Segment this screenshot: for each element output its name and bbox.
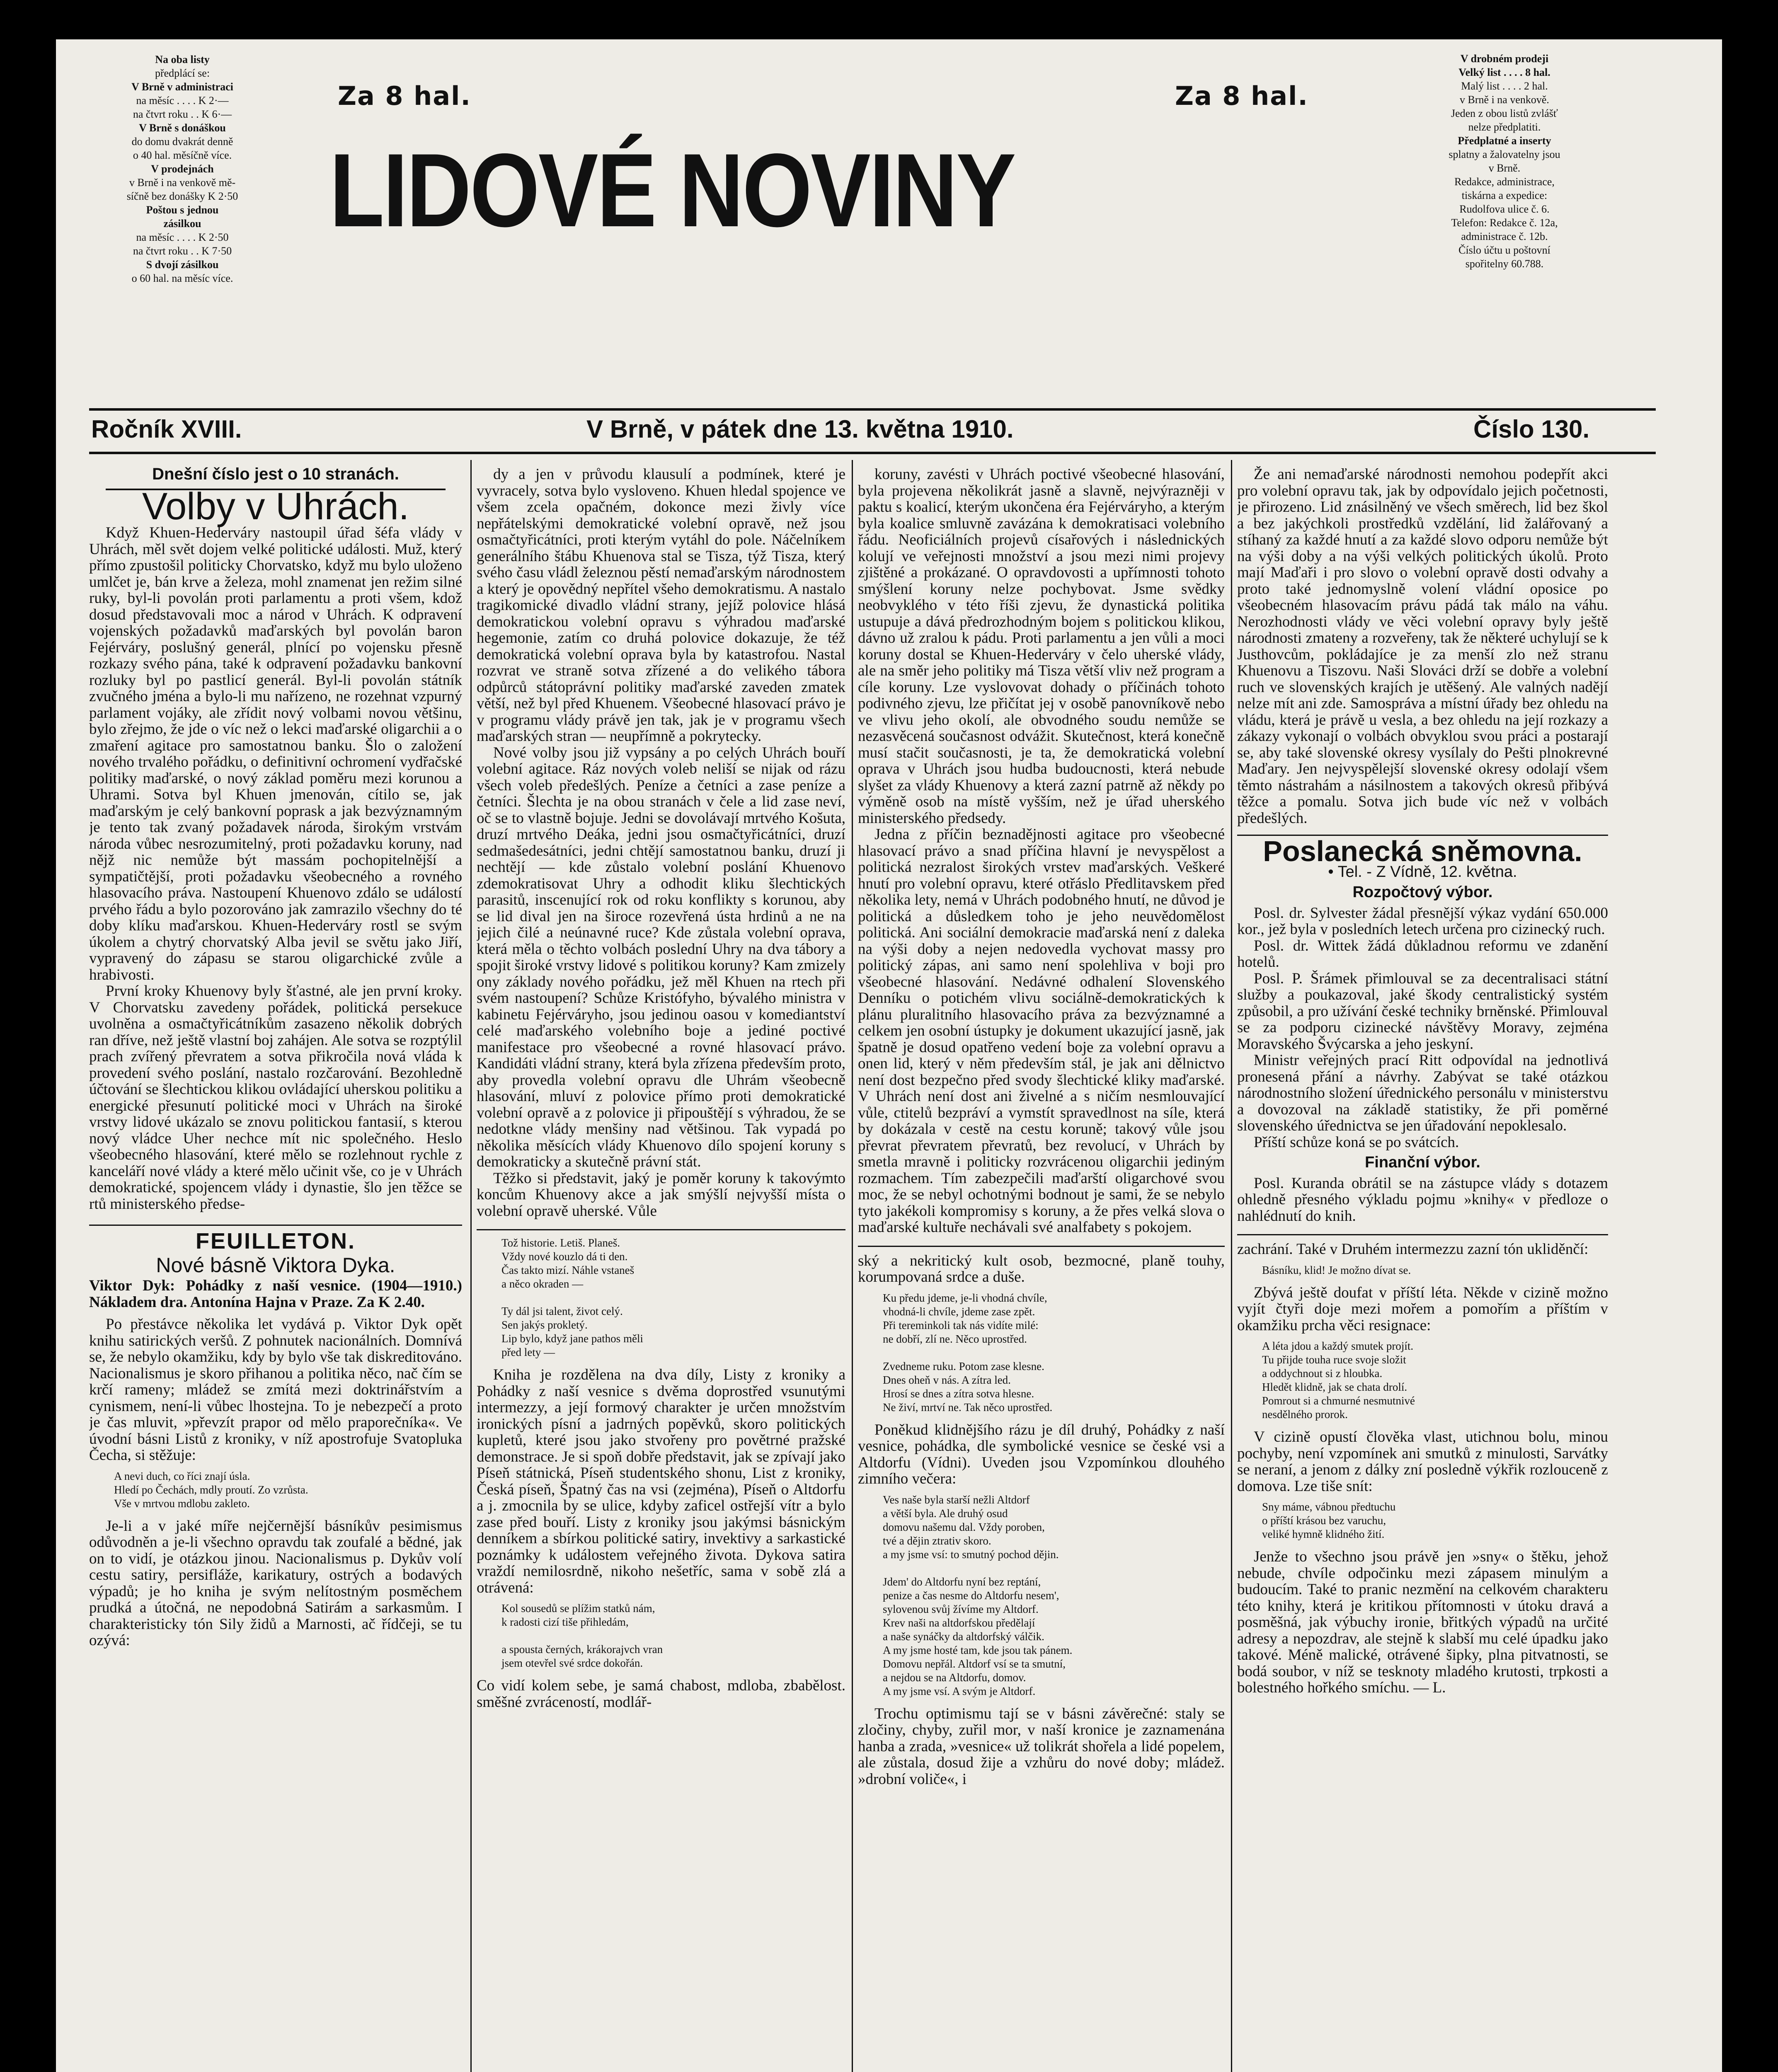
article-paragraph: Když Khuen-Hederváry nastoupil úřad šéfa vlády v Uhrách, měl svět dojem velké politické události. Muž, který přímo zpustošil politicky Chorvatsko, když mu bylo uloženo umlčet je, bán krve a železa, mohl znamenat jen režim silné ruky, byl-li povolán proti parlamentu a proti všem, kdož dosud představovali moc a národ v Uhrách. K odpravení vojenských požadavků maďarských byl povolán baron Fejérváry, poslušný generál, plnící po vojensku přesně rozkazy svého pána, také k odpravení požadavku bankovní rozluky byl po pastlicí generál. Byl-li povolán státník zvučného jména a bylo-li mu nařízeno, ne rozehnat vzpurný parlament vojáky, ale zřídit nový volbami novou většinu, bylo zřejmo, že jde o víc než o lekci maďarské oligarchii a o zmaření agitace pro samostatnou banku. Šlo o založení nového trvalého pořádku, o definitivní ochromení vydřačské politiky maďarské, o nový základ poměru mezi korunou a Uhrami. Sotva byl Khuen jmenován, cítilo se, jak maďarským je celý bankovní poprask a jak bezvýznamným je tento tak zvaný požadavek národa, širokým vrstvám národa vůbec nesrozumitelný, proti požadavku koruny, nad nějž nic nemůže být massám pochopitelnější a sympatičtější, proti požadavku všeobecného a rovného hlasovacího práva. Nastoupení Khuenovo zdálo se událostí prvého řádu a bylo pozorováno jak zamrazilo všechny do té doby klíku maďarskou. Khuen-Hederváry rostl se svým úkolem a chytrý chorvatský Alba jevil se světu jako Jiří, vypravený do zápasu se starou oligarchické zvůle a hrabivosti. (89, 524, 462, 983)
verse-quote (858, 1487, 1225, 1706)
verse-line: Ne živí, mrtví ne. Tak něco uprostřed. (883, 1401, 1053, 1414)
retail-info-line: nelze předplatiti. (1468, 121, 1541, 133)
column-2 (477, 466, 845, 2072)
verse-line: Lip bylo, když jane pathos měli (501, 1332, 643, 1345)
verse-line: Ty dál jsi talent, život celý. (501, 1305, 623, 1317)
verse-line: A my jsme hosté tam, kde jsou tak pánem. (883, 1644, 1073, 1656)
feuilleton-rule (858, 1246, 1225, 1247)
column-4 (1237, 466, 1608, 2072)
price-right: Za 8 hal. (1175, 81, 1308, 111)
retail-info-lines (1401, 52, 1608, 271)
verse-line: Básníku, klid! Je možno dívat se. (1262, 1264, 1411, 1276)
column-divider (470, 460, 472, 2072)
retail-info-line: spořitelny 60.788. (1465, 258, 1544, 270)
verse-line (501, 1629, 845, 1643)
verse-line: a naše synáčky da altdorfský válčik. (883, 1630, 1044, 1643)
verse-line: a něco okraden — (501, 1278, 584, 1290)
verse-line: A nevi duch, co říci znají úsla. (114, 1469, 250, 1482)
subscription-line: na čtvrt roku . . K 7·50 (133, 245, 232, 257)
verse-line: Sny máme, vábnou předtuchu (1262, 1501, 1396, 1513)
feuilleton-line: zachrání. Také v Druhém intermezzu zazní tón ukliděnčí: (1237, 1241, 1589, 1258)
verse-line: Sen jakýs prokletý. (501, 1319, 588, 1331)
article-paragraph: koruny, zavésti v Uhrách poctivé všeobecné hlasování, byla projevena několikrát jasně a slavně, nejvýrazněji v paktu s koalicí, kterým ukončena éra Fejérváryho, a kterým byla koalice smluvně zavázána k demokratisaci volebního řádu. Neoficiálních projevů císařových i následnických kolují ve veřejnosti množství a jsou mezi nimi projevy zjištěné a prokázané. O opravdovosti a upřímnosti tohoto smýšlení koruny nelze pochybovat. Jsme svědky neobvyklého v této říši zjevu, že dynastická politika ustupuje a dává předrozhodným bojem s politickou klikou, dávno už zralou k pádu. Proti parlamentu a jen vůli a moci koruny dostal se Khuen-Hederváry v čelo uherské vlády, ale na směr jeho politiky má Tisza větší vliv než program a cíle koruny. Lze vyslovovat dohady o příčinách tohoto podivného zjevu, lze přičítat jej v osobě panovníkově nebo ve vlivu jeho okolí, ale obvodného soudu nemůže se nezasvěcená současnost odvážit. Skutečnost, která konečně musí stačit současnosti, je ta, že demokratická volební oprava v Uhrách jsou hudba budoucnosti, která nebude slyšet za vlády Khuenovy a která zazní patrně až někdy po výměně osob na místě vyšším, než je úřad uherského ministerského předsedy. (858, 466, 1225, 827)
verse-line: A my jsme vsí. A svým je Altdorf. (883, 1685, 1036, 1697)
verse-line (501, 1291, 845, 1305)
volume-label: Ročník XVIII. (91, 415, 242, 443)
verse-line: nesdělného prorok. (1262, 1408, 1348, 1421)
verse-line: jsem otevřel své srdce dokořán. (501, 1657, 643, 1669)
subsection-title: Finanční výbor. (1365, 1154, 1480, 1171)
report-paragraph: Posl. Kuranda obrátil se na zástupce vlády s dotazem ohledně přesného výkladu pojmu »knihy« v předloze o nahlédnutí do knih. (1237, 1174, 1608, 1225)
verse-line: Čas takto mizí. Náhle vstaneš (501, 1264, 635, 1276)
verse-line: Domovu nepřál. Altdorf vsí se ta smutní, (883, 1657, 1066, 1670)
verse-line: Ku předu jdeme, je-li vhodná chvíle, (883, 1291, 1047, 1304)
verse-line: a spousta černých, krákorajvch vran (501, 1643, 663, 1656)
retail-info-line: v Brně. (1488, 162, 1521, 174)
verse-line: ne dobří, zlí ne. Něco uprostřed. (883, 1332, 1027, 1345)
verse-line: Hledět klidně, jak se chata drolí. (1262, 1381, 1407, 1393)
column-1 (89, 466, 462, 2072)
article-continuation (477, 466, 845, 1219)
verse-line: k radosti cizí tiše přihledám, (501, 1616, 629, 1628)
price-left: Za 8 hal. (338, 81, 471, 111)
retail-info-line: Rudolfova ulice č. 6. (1459, 203, 1550, 215)
retail-info-line: tiskárna a expedice: (1461, 189, 1548, 201)
verse-line: domovu našemu dal. Vždy poroben, (883, 1520, 1045, 1533)
verse-line: Při tereminkoli tak nás vidíte milé: (883, 1319, 1039, 1331)
article-continuation (1237, 466, 1608, 826)
verse-line: Zvedneme ruku. Potom zase klesne. (883, 1360, 1044, 1372)
subscription-line: zásilkou (163, 218, 201, 230)
verse-line: a větší byla. Ale druhý osud (883, 1507, 1008, 1520)
verse-quote (858, 1285, 1225, 1422)
report-paragraph: Posl. P. Šrámek přimlouval se za decentralisaci státní služby a poukazoval, jaké škody centralistický systém způsobil, a pro užívání české techniky brněnské. Přimlouval se za podporu cizinecké návštěvy Moravy, zejména Moravského Švýcarska a jeho jeskyní. (1237, 970, 1608, 1053)
newspaper-page (56, 39, 1722, 2072)
verse-line: Ves naše byla starší nežli Altdorf (883, 1493, 1030, 1506)
verse-quote (1237, 1258, 1608, 1285)
article-body (89, 525, 462, 1212)
verse-line: Hrosí se dnes a zítra sotva hlesne. (883, 1387, 1034, 1400)
verse-line: Kol sousedů se plížim statků nám, (501, 1602, 655, 1615)
issue-number: Číslo 130. (1473, 415, 1590, 443)
verse-line: vhodná-li chvíle, jdeme zase zpět. (883, 1305, 1035, 1318)
verse-line: tvé a dějin ztrativ skoro. (883, 1534, 991, 1547)
column-3 (858, 466, 1225, 2072)
subscription-line: o 60 hal. na měsíc více. (131, 272, 233, 284)
verse-line: Krev naši na altdorfskou předělají (883, 1616, 1035, 1629)
parliament-report (1237, 905, 1608, 1151)
verse-line: Pomrout si a chmurné nesmutnivé (1262, 1394, 1415, 1407)
subscription-line: předplácí se: (155, 67, 210, 79)
retail-info-line: Telefon: Redakce č. 12a, (1451, 217, 1558, 229)
verse-line (883, 1561, 1225, 1575)
issue-pages-notice: Dnešní číslo jest o 10 stranách. (152, 466, 399, 483)
top-rule (89, 408, 1656, 411)
retail-info-line: Redakce, administrace, (1454, 176, 1555, 188)
book-reference: Viktor Dyk: Pohádky z naší vesnice. (1904—1910.) Nákladem dra. Antonína Hajna v Praze. Za K 2.40. (89, 1277, 462, 1311)
verse-quote (1237, 1334, 1608, 1429)
verse-line (883, 1346, 1225, 1360)
verse-line: před lety — (501, 1346, 555, 1358)
subscription-line: síčně bez donášky K 2·50 (126, 190, 238, 202)
bottom-rule (89, 452, 1656, 454)
article-paragraph: První kroky Khuenovy byly šťastné, ale jen první kroky. V Chorvatsku zavedeny pořádek, politická persekuce uvolněna a osmačtyřicátníkům zasazeno několik dobrých ran dříve, než ještě vlastní boj zahájen. Ale sotva se rozptýlil prach zvířený převratem a sotva přikročila nová vláda k provedení svého poslání, nastalo rozčarování. Bezohledně účtování se šlechtickou klikou ovládající uherskou politiku a energické přesunutí politické moci v Uhrách na široké vrstvy lidové ukázalo se znovu politickou fantasií, s kterou nový vládce Uher nechce mít nic společného. Heslo všeobecného hlasování, které mělo se rozlehnout rychle z kanceláří nové vlády a které mělo učinit vše, co je v Uhrách demokratické, spojencem vlády i dynastie, šlo jen těžce se rtů ministerského předse- (89, 983, 462, 1213)
verse-line: penize a čas nesme do Altdorfu nesem', (883, 1589, 1059, 1602)
subscription-line: o 40 hal. měsíčně více. (133, 149, 232, 161)
subscription-line: S dvojí zásilkou (146, 259, 219, 271)
verse-line: A léta jdou a každý smutek projít. (1262, 1340, 1414, 1352)
verse-line: a my jsme vsí: to smutný pochod dějin. (883, 1548, 1059, 1561)
feuilleton-heading: FEUILLETON. (195, 1229, 356, 1254)
feuilleton-paragraph: Po přestávce několika let vydává p. Viktor Dyk opět knihu satirických veršů. Z pohnutek nacionálních. Domnívá se, že nebylo okamžiku, kdy by bylo vše tak diskreditováno. Nacionalismus je skoro přihanou a politika něco, nač čím se krčí rameny; mládež se zmítá mezi doktrinářstvím a cynismem, není-li vůbec lhostejna. To je nebezpečí a proto je čas mluvit, »převzít prapor od mělo praporečníka«. Ve úvodní básni Listů z kroniky, v níž apostrofuje Svatopluka Čecha, si stěžuje: (89, 1316, 462, 1464)
retail-info-line: v Brně i na venkově. (1460, 94, 1549, 106)
verse-line: Dnes oheň v nás. A zítra led. (883, 1373, 1011, 1386)
retail-info-box (1401, 52, 1608, 271)
subscription-line: v Brně i na venkově mě- (129, 177, 236, 189)
column-divider (852, 460, 853, 2072)
article-continuation (858, 466, 1225, 1236)
retail-info-line: Jeden z obou listů zvlášť (1451, 107, 1558, 119)
feuilleton-paragraph: Zbývá ještě doufat v příští léta. Někde v cizině možno vyjít čtyři doje mezi mořem a pomořím a příštím v okamžiku prcha věci resignace: (1237, 1284, 1608, 1334)
finance-report (1237, 1175, 1608, 1225)
feuilleton-paragraph: Jenže to všechno jsou právě jen »sny« o štěku, jehož nebude, chvíle odpočinku mezi zápasem minulým a budoucím. Také to pranic nezmění na celkovém charakteru této knihy, která je kritikou přítomnosti v útoku dravá a posměšná, jak výbuchy ironie, břitkých výpadů na určité adresy a nepozdrav, ale stejně k slabší mu celé úpadku jako takové. Méně malické, otrávené šipky, plna pitvatnosti, se bodá soubor, v níž se tesknoty mladého krutosti, trpkosti a bolestného hořkého smíchu. — L. (1237, 1548, 1608, 1696)
verse-line: Hledí po Čechách, mdly proutí. Zo vzrůsta. (114, 1483, 308, 1496)
subscription-line: V Brně v administraci (131, 81, 233, 93)
verse-quote (89, 1464, 462, 1518)
verse-line: Jdem' do Altdorfu nyní bez reptání, (883, 1575, 1041, 1588)
retail-info-line: administrace č. 12b. (1461, 230, 1548, 242)
article-paragraph: Jedna z příčin beznadějnosti agitace pro všeobecné hlasovací právo a snad příčina hlavní je nevyspělost a politická nezralost širokých vrstev maďarských. Veškeré hnutí pro volební opravu, které otřáslo Předlitavskem před několika lety, nemá v Uhrách podobného hnutí, ne důvod je politická a důsledkem toho je jeho neuvědomělost politická. Ani sociální demokracie maďarská není z daleka na výši doby a nejen nedovedla vychovat massy pro politický zápas, ani samo není spolehliva v boji pro všeobecné hlasování. Nedávné odhalení Slovenského Denníku o potichém vlivu sociálně-demokratických k plánu pluralitního hlasovacího práva za bezvýznamné a celkem jen osobní ústupky je dokument ukazující jasně, jak špatně je dosud opatřeno vedení boje za volební opravu a onen lid, který v něm především stál, je jak ani dělnictvo není dost bezpečno před svody šlechtické kliky maďarské. V Uhrách není dost ani živelné a s ničím nesmlouvající vůle, ctitelů bezpráví a vymstít spravedlnost na síle, která by dokázala v cestě na cestu koruně; takový vůle jsou převrat převratem převratů, bez revolucí, v Uhrách by smetla mravně i politicky rozvrácenou oligarchii jediným rozmachem. Tím zabezpečili maďarští oligarchové svou moc, že se nebyl ochotnými bodnout je sami, že se nebylo tyto jakékoli kompromisy s koruny, a že přes velká slova o maďarské kultuře nechávali své analfabety s pokojem. (858, 826, 1225, 1236)
article-headline: Volby v Uhrách. (142, 485, 409, 528)
report-paragraph: Ministr veřejných prací Ritt odpovídal na jednotlivá pronesená přání a návrhy. Zabývat se také otázkou národnostního složení úřednického personálu v ministerstvu a dovozoval na základě statistiky, že při poměrné slovenského úřednictva se jen úřadování nepoklesalo. (1237, 1052, 1608, 1134)
subscription-line: Na oba listy (155, 53, 210, 65)
feuilleton-line: ský a nekritický kult osob, bezmocné, planě touhy, korumpovaná srdce a duše. (858, 1252, 1225, 1285)
poem-quote (477, 1230, 845, 1367)
feuilleton-paragraph: Trochu optimismu tají se v básni závěrečné: staly se zločiny, chyby, zuřil mor, v naší kronice je zaznamenána hanba a zrada, »vesnice« už tolikrát shořela a lidé popelem, ale zůstala, dosud žije a vzhůru do nové doby; mládež. »drobní voliče«, i (858, 1705, 1225, 1788)
article-paragraph: dy a jen v průvodu klausulí a podmínek, které je vyvracely, sotva bylo vysloveno. Khuen hledal spojence ve všem zcela opačném, dokonce mezi živly více nepřátelskými demokratické volební opravě, než jsou osmačtyřicátníci, proti kterým vytáhl do pole. Náčelníkem generálního štábu Khuenova stal se Tisza, týž Tisza, který svého času vládl železnou pěstí nemaďarským národnostem a který je opovědný nepřítel všeho demokratismu. A nastalo tragikomické divadlo vládní strany, jejíž polovice hlásá demokratickou volební opravu s výhradou maďarské hegemonie, zatím co druhá polovice dokazuje, že též demokratická volební oprava byla by katastrofou. Nastal rozvrat ve straně sotva zřízené a do velikého tábora odpůrců státoprávní politiky maďarské zaveden zmatek větší, než byl před Khuenem. Všeobecné hlasovací právo je v programu vlády právě jen tak, jak je v programu všech maďarských stran — neupřímně a pokrytecky. (477, 466, 845, 745)
verse-line: Tu přijde touha ruce svoje složit (1262, 1353, 1406, 1366)
subscription-line: do domu dvakrát denně (131, 136, 233, 148)
verse-quote (477, 1596, 845, 1677)
article-paragraph: Že ani nemaďarské národnosti nemohou podepřít akci pro volební opravu tak, jak by odpovídalo jejich početnosti, je přirozeno. Lid znásilněný ve všech směrech, lid bez škol a bez jakýchkoli prostředků vzdělání, lid žalářovaný a stíhaný za každé hnutí a za každé slovo odporu nemůže být na výši doby a na výši velkých politických úkolů. Proto mají Maďaři i pro slovo o volební opravě dosti odvahy a proto také jednomyslně volení vládní oposice po všeobecném hlasovacím právu pádá tak málo na váhu. Nerozhodnosti vlády ve věci volební opravy byly ještě národnosti zmateny a rozveřeny, tak že některé uchylují se k Justhovcům, pokládajíce je za menší zlo než stranu Khuenovu a Tiszovu. Naši Slováci drží se dobře a volební ruch ve slovenských krajích je utěšený. Ale valných nadějí nelze mít ani zde. Samospráva a místní úřady bez ohledu na vládu, která je právě u vesla, a bez ohledu na její rozkazy a zákazy vykonají o volbách obvyklou svou práci a postarají se, aby také slovenské okresy vysílaly do Pešti plnokrevné Maďary. Jen nejvyspělejší slovenské okresy odolají všem těmto nástrahám a násilnostem a takových okresů přibývá těžce a pomalu. Sotva jich bude víc než v volbách předešlých. (1237, 466, 1608, 827)
subscription-line: V Brně s donáškou (139, 122, 226, 134)
feuilleton-paragraph: Je-li a v jaké míře nejčernější básníkův pesimismus odůvodněn a je-li všechno opravdu tak zoufalé a bědné, jak on to vidí, je otázkou jinou. Nacionalismus p. Dykův volí cestu satiry, persifláže, karikatury, ostrých a bodavých výpadů; je ho kniha je svým nelítostným posměchem prudká a útočná, ne nepodobná Satirám a sarkasmům. I charakteristicky tón Sily židů a Marnosti, ač řídčeji, se tu ozývá: (89, 1517, 462, 1649)
feuilleton-body (89, 1316, 462, 1464)
retail-info-line: V drobném prodeji (1460, 53, 1549, 65)
subscription-line: na čtvrt roku . . K 6·— (133, 108, 232, 120)
subscription-line: na měsíc . . . . K 2·— (136, 94, 229, 107)
verse-line: Vše v mrtvou mdlobu zakleto. (114, 1497, 250, 1510)
retail-info-line: Předplatné a inserty (1458, 135, 1551, 147)
feuilleton-body-continued (89, 1518, 462, 1649)
report-paragraph: Posl. dr. Wittek žádá důkladnou reformu ve zdanění hotelů. (1237, 937, 1608, 971)
feuilleton-paragraph: Poněkud klidnějšího rázu je díl druhý, Pohádky z naší vesnice, pohádka, dle symbolické vesnice se české vsi a Altdorfu (Vídni). Uveden jsou Vzpomínkou dlouhého zimního večera: (858, 1421, 1225, 1487)
feuilleton-paragraph: Kniha je rozdělena na dva díly, Listy z kroniky a Pohádky z naší vesnice s dvěma doprostřed vsunutými intermezzy, a její formový charakter je určen množstvím ironických písní a jadrných popěvků, skoro politických kupletů, které jsou jako stvořeny pro povětrné pražské demonstrace. Je si spoň dobře představit, jak se zpívají jako Píseň státnická, Píseň studentského shonu, List z kroniky, Česká píseň, Špatný čas na vsi (zejména), Píseň o Altdorfu a j. zmocnila by se ulice, kdyby zaficel ostřejší vítr a bylo zase před bouří. Listy z kroniky jsou jakýmsi básnickým denníkem a sbírkou politické satiry, invektivy a sarkastické poznámky k událostem veřejného života. Dykova satira vraždí nemilosrdně, nikoho nešetříc, sama v sobě zlá a otrávená: (477, 1366, 845, 1596)
retail-info-line: splatny a žalovatelny jsou (1449, 148, 1560, 160)
article-paragraph: Nové volby jsou již vypsány a po celých Uhrách bouří volební agitace. Ráz nových voleb neliší se nijak od rázu všech voleb předešlých. Peníze a četníci a zase peníze a četníci. Šlechta je na obou stranách v čele a lid zase neví, oč se to vlastně bojuje. Jedni se dovolávají mrtvého Košuta, druzí mrtvého Deáka, jedni jsou osmačtyřicátníci, druzí sedmašedesátníci, jedni chtějí samostatnou banku, druzí ji nechtějí — kde zůstalo volební poslání Khuenovo zdemokratisovat Uhry a odhodit kliku šlechtických parasitů, inscenující rok od roku konflikty s korunou, aby se lid dival jen na široce rozevřená ústa hrdinů a ne na jejich čilé a neúnavné ruce? Kde zůstala volební oprava, která měla o těchto volbách poslední Uhry na dva tábory a spojit široké vrstvy lidové s politikou koruny? Kam zmizely ony základy nového pořádku, jež měl Khuen na rtech při svém nastoupení? Schůze Kristófyho, bývalého ministra v kabinetu Fejérváryho, jsou jedinou oasou v komediantství celé maďarského volebního boje a jediné poctivé manifestace pro všeobecné a rovné hlasovací právo. Kandidáti vládní strany, která byla zřízena především proto, aby provedla volební opravu dle Uhrám všeobecně hlasování, mluví z polovice přímo proti demokratické volební opravě a z polovice ji připouštějí s výhradou, že se nedotkne vlády menšiny nad většinou. Tak vypadá po několika měsících vlády Khuenovo dílo spojení koruny s demokraticky a skutečně právní stát. (477, 744, 845, 1170)
feuilleton-paragraph: V cizině opustí člověka vlast, utichnou bolu, minou pochyby, není vzpomínek ani smutků z minulosti, Sarvátky se neraní, a jenom z dálky zní posledně výkřik rozlouceně z domova. Lze tiše snít: (1237, 1428, 1608, 1495)
article-paragraph: Těžko si představit, jaký je poměr koruny k takovýmto koncům Khuenovy akce a jak smýšlí nejvyšší místa o volební opravě uherské. Vůle (477, 1169, 845, 1220)
verse-line: sylovenou svůj žívíme my Altdorf. (883, 1602, 1039, 1615)
feuilleton-rule (89, 1225, 462, 1226)
report-paragraph: Posl. dr. Sylvester žádal přesnější výkaz vydání 650.000 kor., jež byla v posledních letech určena pro cizinecký ruch. (1237, 904, 1608, 938)
retail-info-line: Velký list . . . . 8 hal. (1458, 66, 1550, 78)
subscription-line: na měsíc . . . . K 2·50 (136, 231, 229, 243)
column-divider (1231, 460, 1232, 2072)
verse-line: Tož historie. Letiš. Planeš. (501, 1237, 620, 1249)
newspaper-title: LIDOVÉ NOVINY (329, 132, 1015, 249)
retail-info-line: Malý list . . . . 2 hal. (1461, 80, 1548, 92)
feuilleton-body (477, 1367, 845, 1596)
verse-line: a oddychnout si z hloubka. (1262, 1367, 1383, 1380)
verse-line: Vždy nové kouzlo dá ti den. (501, 1250, 628, 1263)
subscription-box (95, 53, 269, 285)
subscription-lines (95, 53, 269, 285)
feuilleton-line: Co vidí kolem sebe, je samá chabost, mdloba, zbabělost. směšné zvráceností, modlář- (477, 1677, 845, 1711)
section-headline: Poslanecká sněmovna. (1263, 835, 1582, 867)
feuilleton-title: Nové básně Viktora Dyka. (156, 1253, 395, 1277)
verse-line: o příští krásou bez varuchu, (1262, 1514, 1386, 1527)
telegram-dateline: • Tel. - Z Vídně, 12. května. (1328, 863, 1517, 881)
subscription-line: V prodejnách (151, 163, 214, 175)
retail-info-line: Číslo účtu u poštovní (1458, 244, 1550, 256)
subscription-line: Poštou s jednou (146, 204, 219, 216)
verse-line: veliké hymně klidného žití. (1262, 1528, 1385, 1540)
subsection-title: Rozpočtový výbor. (1352, 884, 1493, 901)
report-paragraph: Příští schůze koná se po svátcích. (1254, 1133, 1459, 1151)
verse-line: a nejdou se na Altdorfu, domov. (883, 1671, 1026, 1684)
feuilleton-rule (1237, 1234, 1608, 1235)
date-label: V Brně, v pátek dne 13. května 1910. (586, 415, 1014, 443)
verse-quote (1237, 1494, 1608, 1549)
